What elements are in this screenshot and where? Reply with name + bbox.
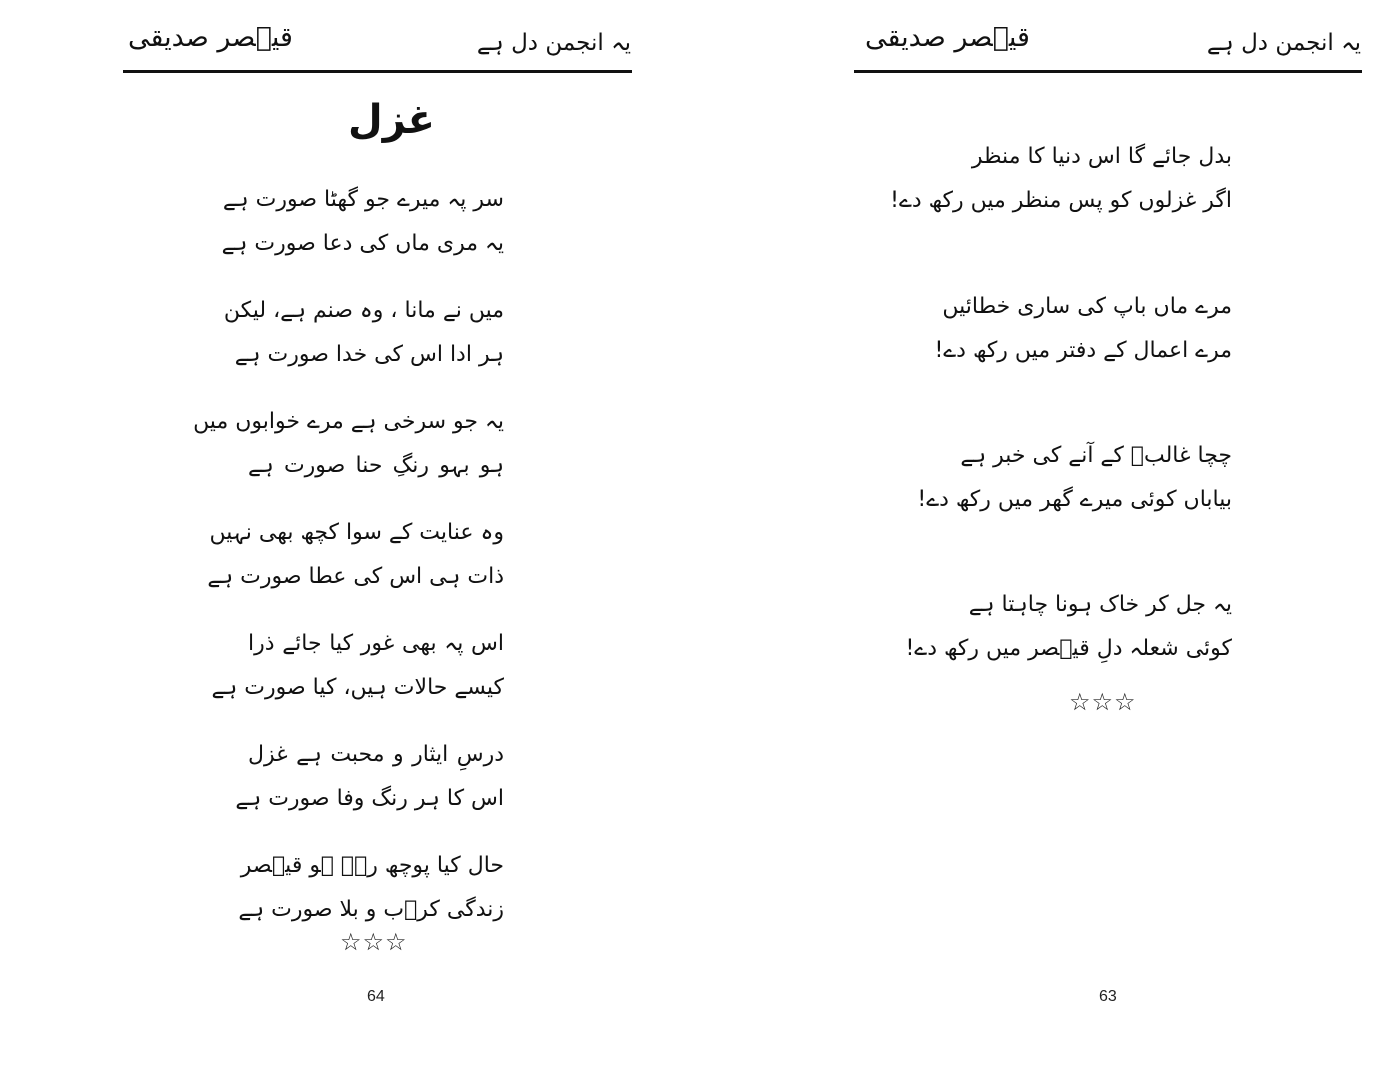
verse-line: یہ جل کر خاک ہونا چاہتا ہے — [968, 592, 1232, 617]
end-mark-stars: ☆☆☆ — [1069, 688, 1137, 716]
couplet — [235, 733, 504, 821]
verse-line: یہ جو سرخی ہے مرے خوابوں میں — [193, 409, 504, 434]
couplet — [221, 178, 504, 266]
verse-line: اگر غزلوں کو پس منظر میں رکھ دے! — [890, 188, 1232, 213]
couplet — [207, 511, 504, 599]
verse-line: اس پہ بھی غور کیا جائے ذرا — [248, 631, 504, 656]
couplet — [917, 434, 1232, 522]
couplet — [193, 400, 504, 488]
header-rule — [123, 70, 632, 73]
verse-line: اس کا ہر رنگ وفا صورت ہے — [235, 786, 504, 811]
verse-line: چچا غالبؔ کے آنے کی خبر ہے — [960, 443, 1232, 468]
verse-line: ذات ہی اس کی عطا صورت ہے — [207, 564, 504, 589]
header-author: قیؔصر صدیقی — [128, 22, 293, 53]
header-title: یہ انجمن دل ہے — [476, 30, 631, 56]
verse-line: ہر ادا اس کی خدا صورت ہے — [234, 342, 504, 367]
couplet — [934, 285, 1232, 373]
right-page — [698, 0, 1397, 1080]
verse-line: سر پہ میرے جو گھٹا صورت ہے — [222, 187, 504, 212]
page-number: 64 — [367, 988, 385, 1005]
header-rule — [854, 70, 1362, 73]
verse-line: بیاباں کوئی میرے گھر میں رکھ دے! — [917, 487, 1232, 512]
end-mark-stars: ☆☆☆ — [340, 928, 408, 956]
couplet — [238, 844, 504, 932]
couplet — [890, 135, 1232, 223]
verse-line: حال کیا پوچھ رہے ہو قیؔصر — [240, 853, 504, 878]
verse-line: کیسے حالات ہیں، کیا صورت ہے — [211, 675, 504, 700]
verse-line: میں نے مانا ، وہ صنم ہے، لیکن — [223, 298, 504, 323]
couplet — [211, 622, 504, 710]
verse-line: زندگی کرؔب و بلا صورت ہے — [238, 897, 504, 922]
verse-line: کوئی شعلہ دلِ قیؔصر میں رکھ دے! — [905, 636, 1232, 661]
verse-line: وہ عنایت کے سوا کچھ بھی نہیں — [209, 520, 504, 545]
verse-line: یہ مری ماں کی دعا صورت ہے — [221, 231, 504, 256]
couplet — [223, 289, 504, 377]
header-author: قیؔصر صدیقی — [865, 22, 1030, 53]
verse-line: ہو بہو رنگِ حنا صورت ہے — [248, 453, 504, 478]
poem-title: غزل — [348, 97, 435, 143]
verse-line: مرے ماں باپ کی ساری خطائیں — [942, 294, 1232, 319]
verse-line: بدل جائے گا اس دنیا کا منظر — [971, 144, 1232, 169]
verse-line: مرے اعمال کے دفتر میں رکھ دے! — [934, 338, 1232, 363]
header-title: یہ انجمن دل ہے — [1206, 30, 1361, 56]
left-page — [0, 0, 698, 1080]
couplet — [905, 583, 1232, 671]
verse-line: درسِ ایثار و محبت ہے غزل — [248, 742, 504, 767]
page-number: 63 — [1099, 988, 1117, 1005]
